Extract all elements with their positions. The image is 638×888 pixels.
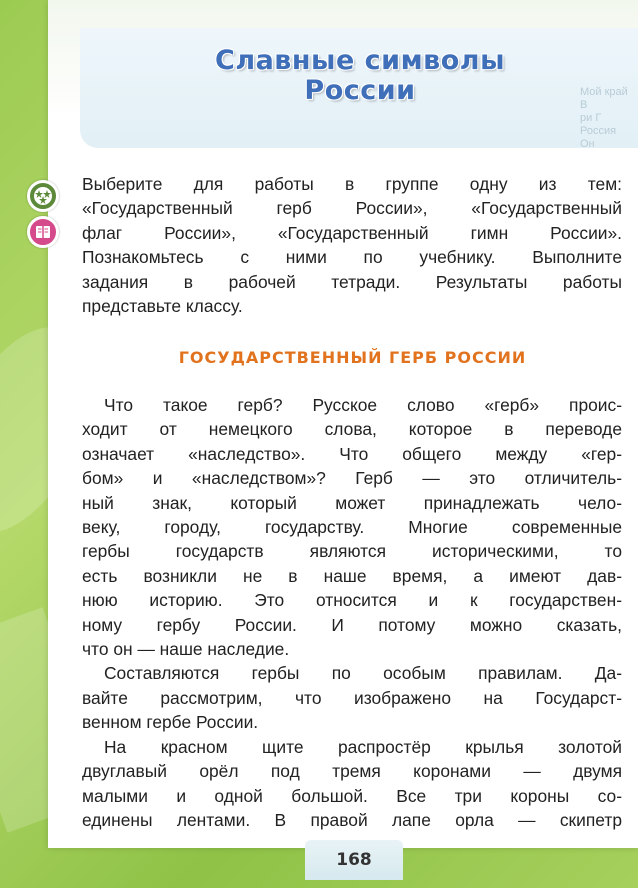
text-line: флаг России», «Государственный гимн России». [82, 222, 622, 243]
faded-line: ри Г [580, 112, 602, 124]
faded-line: Россия [580, 125, 617, 137]
text-line: веку, городу, государству. Многие современные [82, 517, 622, 538]
faded-line: Он [580, 138, 595, 148]
page-title [140, 46, 580, 106]
text-line: единены лентами. В правой лапе орла — скипетр [82, 809, 622, 830]
text-line: Составляются гербы по особым правилам. Да- [104, 663, 622, 684]
text-line: ному гербу России. И потому можно сказать, [82, 614, 622, 635]
text-line: ный знак, который может принадлежать чело- [82, 492, 622, 513]
title-line: Славные символы [215, 45, 505, 76]
text-line: вайте рассмотрим, что изображено на Государст- [82, 687, 622, 708]
faded-line: Мой край [580, 86, 628, 98]
group-work-icon [27, 180, 59, 212]
text-line: На красном щите распростёр крылья золотой [104, 736, 622, 757]
text-line: «Государственный герб России», «Государственный [82, 198, 622, 219]
text-line: Познакомьтесь с ними по учебнику. Выполните [82, 247, 622, 268]
text-line: означает «наследство». Что общего между «гер- [82, 443, 622, 464]
text-line: венном гербе России. [82, 712, 259, 733]
text-line: что он — наше наследие. [82, 639, 290, 660]
text-line: двуглавый орёл под тремя коронами — двумя [82, 761, 622, 782]
text-line: задания в рабочей тетради. Результаты работы [82, 271, 622, 292]
text-line: Выберите для работы в группе одну из тем: [82, 174, 622, 194]
text-line: нюю историю. Это относится и к государствен- [82, 590, 622, 611]
text-line: представьте классу. [82, 296, 243, 317]
section-title: ГОСУДАРСТВЕННЫЙ ГЕРБ РОССИИ [178, 348, 527, 367]
text-line: бом» и «наследством»? Герб — это отличитель- [82, 468, 622, 489]
text-line: есть возникли не в наше время, а имеют дав- [82, 565, 622, 586]
assignment-text [82, 172, 622, 318]
title-line: России [304, 75, 416, 106]
text-line: гербы государств являются историческими, то [82, 541, 622, 562]
text-line: малыми и одной большой. Все три короны со- [82, 785, 622, 806]
faded-line: В [580, 99, 588, 111]
text-line: Что такое герб? Русское слово «герб» проис- [104, 395, 622, 415]
body-text [82, 393, 622, 832]
page-number: 168 [305, 840, 403, 880]
faded-background-text [580, 86, 638, 148]
text-line: ходит от немецкого слова, которое в переводе [82, 419, 622, 440]
book-icon [27, 216, 59, 248]
